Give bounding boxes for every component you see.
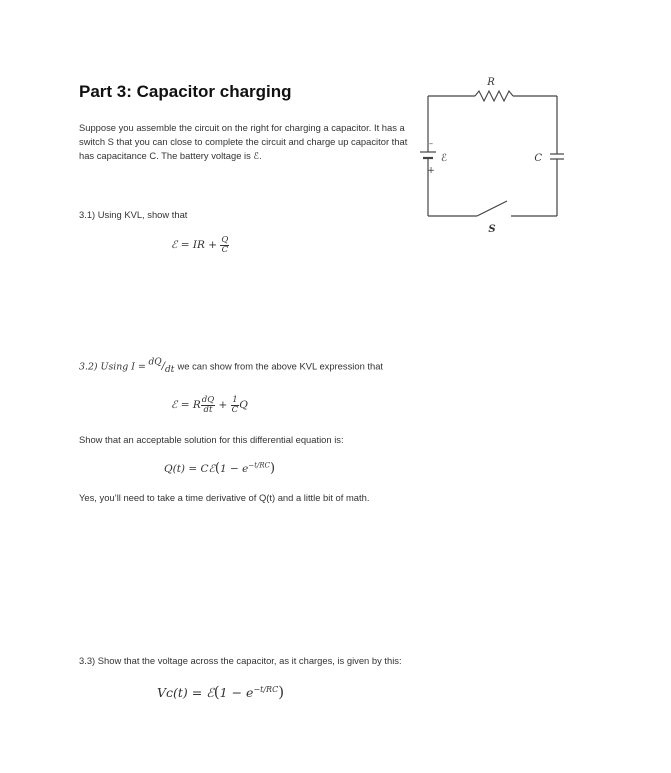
battery-label: ℰ <box>441 153 448 164</box>
battery-minus: – <box>429 139 433 148</box>
q31-eq-fraction <box>220 236 229 254</box>
q33-eq-inner: 1 − e <box>219 685 254 700</box>
q32-eq-frac-den: dt <box>203 404 213 415</box>
q31-eq-num: Q <box>221 235 229 245</box>
battery-plus: + <box>427 166 435 176</box>
q33-label: 3.3) Show that the voltage across the capacitor, as it charges, is given by this: <box>79 655 402 666</box>
q32-label: 3.2) Using I = dQ/dt we can show from the above KVL expression that <box>79 358 384 376</box>
q31-eq-left: ℰ = IR + <box>171 239 218 251</box>
q32-solution-exp: −t/RC <box>248 461 271 470</box>
q32-equation <box>171 396 248 414</box>
q32-eq-frac-num: dQ <box>201 395 215 405</box>
intro-paragraph: Suppose you assemble the circuit on the right for charging a capacitor. It has a switch S that you can close to complete the circuit and charge up capacitor that has capacitance C. The battery voltage is ℰ. <box>79 122 408 162</box>
q32-eq-frac2-num: 1 <box>232 395 238 405</box>
q31-equation <box>171 236 229 254</box>
q32-eq-frac2-den: C <box>231 404 239 415</box>
q32-solution-left: Q(t) = Cℰ <box>164 463 215 475</box>
q33-equation: Vᴄ(t) = ℰ(1 − $e^{-t/RC}$) <box>157 683 285 701</box>
resistor-symbol <box>475 91 513 101</box>
q32-solution-equation: Q(t) = Cℰ(1 − $e^{-t/RC}$) <box>164 461 276 476</box>
q32-eq-fraction2 <box>231 396 240 414</box>
q32-frac-num: dQ <box>148 358 162 368</box>
q32-eq-fraction <box>201 396 215 414</box>
circuit-diagram <box>415 70 575 240</box>
q32-eq-plus: + <box>218 399 228 411</box>
q32-eq-left: ℰ = R <box>171 399 201 411</box>
switch-label: S <box>488 224 496 235</box>
q32-frac-den: dt <box>164 365 175 376</box>
capacitor-label: C <box>534 153 542 164</box>
page-title: Part 3: Capacitor charging <box>79 82 292 101</box>
q32-label-prefix: 3.2) Using I = <box>79 361 146 373</box>
q33-eq-exp: −t/RC <box>253 684 279 694</box>
q31-label: 3.1) Using KVL, show that <box>79 209 188 220</box>
q32-label-suffix: we can show from the above KVL expression that <box>177 360 384 372</box>
q33-eq-left: Vᴄ(t) = ℰ <box>157 685 214 700</box>
switch-symbol <box>477 201 507 216</box>
q32-solution-intro: Show that an acceptable solution for this differential equation is: <box>79 434 344 445</box>
q32-solution-inner: 1 − e <box>219 463 249 475</box>
q31-eq-den: C <box>221 244 229 255</box>
q32-note: Yes, you’ll need to take a time derivative of Q(t) and a little bit of math. <box>79 492 370 503</box>
q32-eq-right: Q <box>239 399 248 411</box>
resistor-label: R <box>487 77 495 88</box>
